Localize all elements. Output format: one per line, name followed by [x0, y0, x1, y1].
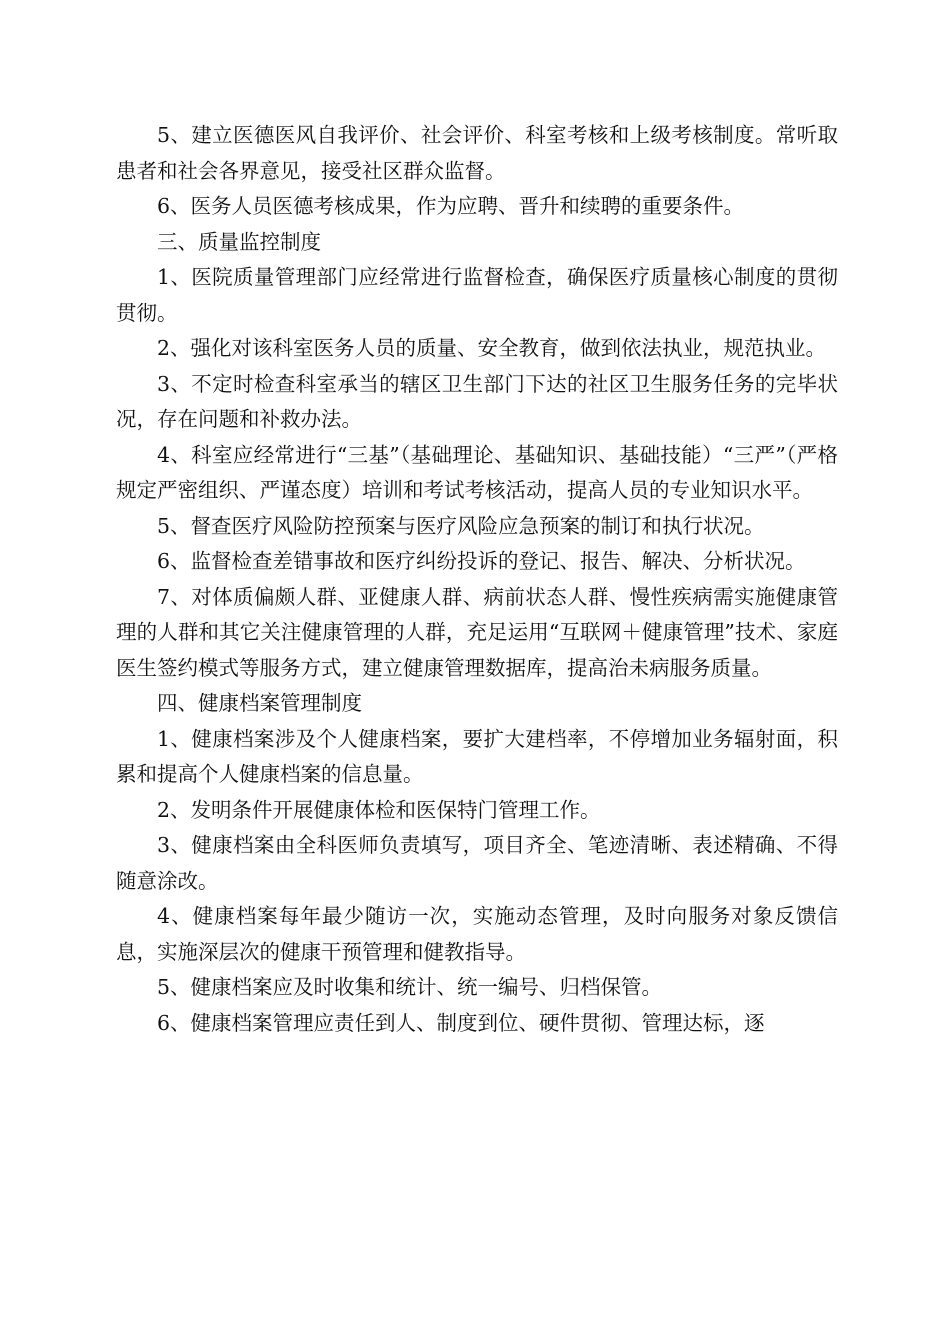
paragraph-records-responsibility: 6、健康档案管理应责任到人、制度到位、硬件贯彻、管理达标，逐 [157, 1010, 765, 1035]
paragraph-task-inspection: 3、不定时检查科室承当的辖区卫生部门下达的社区卫生服务任务的完毕状况，存在问题和补救办法。 [116, 371, 838, 431]
paragraph-health-management: 7、对体质偏颇人群、亚健康人群、病前状态人群、慢性疾病需实施健康管理的人群和其它关注健康管理的人群，充足运用“互联网＋健康管理”技术、家庭医生签约模式等服务方式，建立健康管理数据库，提高治未病服务质量。 [116, 584, 838, 680]
paragraph-ethics-assessment-results: 6、医务人员医德考核成果，作为应聘、晋升和续聘的重要条件。 [157, 194, 745, 218]
paragraph-training-assessment: 4、科室应经常进行“三基”（基础理论、基础知识、基础技能）“三严”（严格规定严密组织、严谨态度）培训和考试考核活动，提高人员的专业知识水平。 [116, 442, 838, 502]
paragraph-quality-supervision: 1、医院质量管理部门应经常进行监督检查，确保医疗质量核心制度的贯彻贯彻。 [116, 265, 838, 325]
paragraph-dispute-inspection: 6、监督检查差错事故和医疗纠纷投诉的登记、报告、解决、分析状况。 [157, 549, 806, 573]
paragraph-follow-up: 4、健康档案每年最少随访一次，实施动态管理，及时向服务对象反馈信息，实施深层次的健康干预管理和健教指导。 [116, 904, 838, 964]
paragraph-records-archiving: 5、健康档案应及时收集和统计、统一编号、归档保管。 [157, 975, 663, 999]
paragraph-risk-plans: 5、督查医疗风险防控预案与医疗风险应急预案的制订和执行状况。 [157, 513, 765, 538]
document-body [116, 118, 838, 1041]
section-heading-health-records: 四、健康档案管理制度 [157, 691, 362, 715]
paragraph-safety-education: 2、强化对该科室医务人员的质量、安全教育，做到依法执业，规范执业。 [157, 336, 827, 360]
paragraph-records-filling: 3、健康档案由全科医师负责填写，项目齐全、笔迹清晰、表述精确、不得随意涂改。 [116, 833, 838, 893]
paragraph-medical-ethics-evaluation: 5、建立医德医风自我评价、社会评价、科室考核和上级考核制度。常听取患者和社会各界意见，接受社区群众监督。 [116, 123, 838, 183]
paragraph-health-checkups: 2、发明条件开展健康体检和医保特门管理工作。 [157, 797, 601, 822]
section-heading-quality-control: 三、质量监控制度 [157, 229, 321, 254]
paragraph-records-coverage: 1、健康档案涉及个人健康档案，要扩大建档率，不停增加业务辐射面，积累和提高个人健康档案的信息量。 [116, 726, 838, 786]
